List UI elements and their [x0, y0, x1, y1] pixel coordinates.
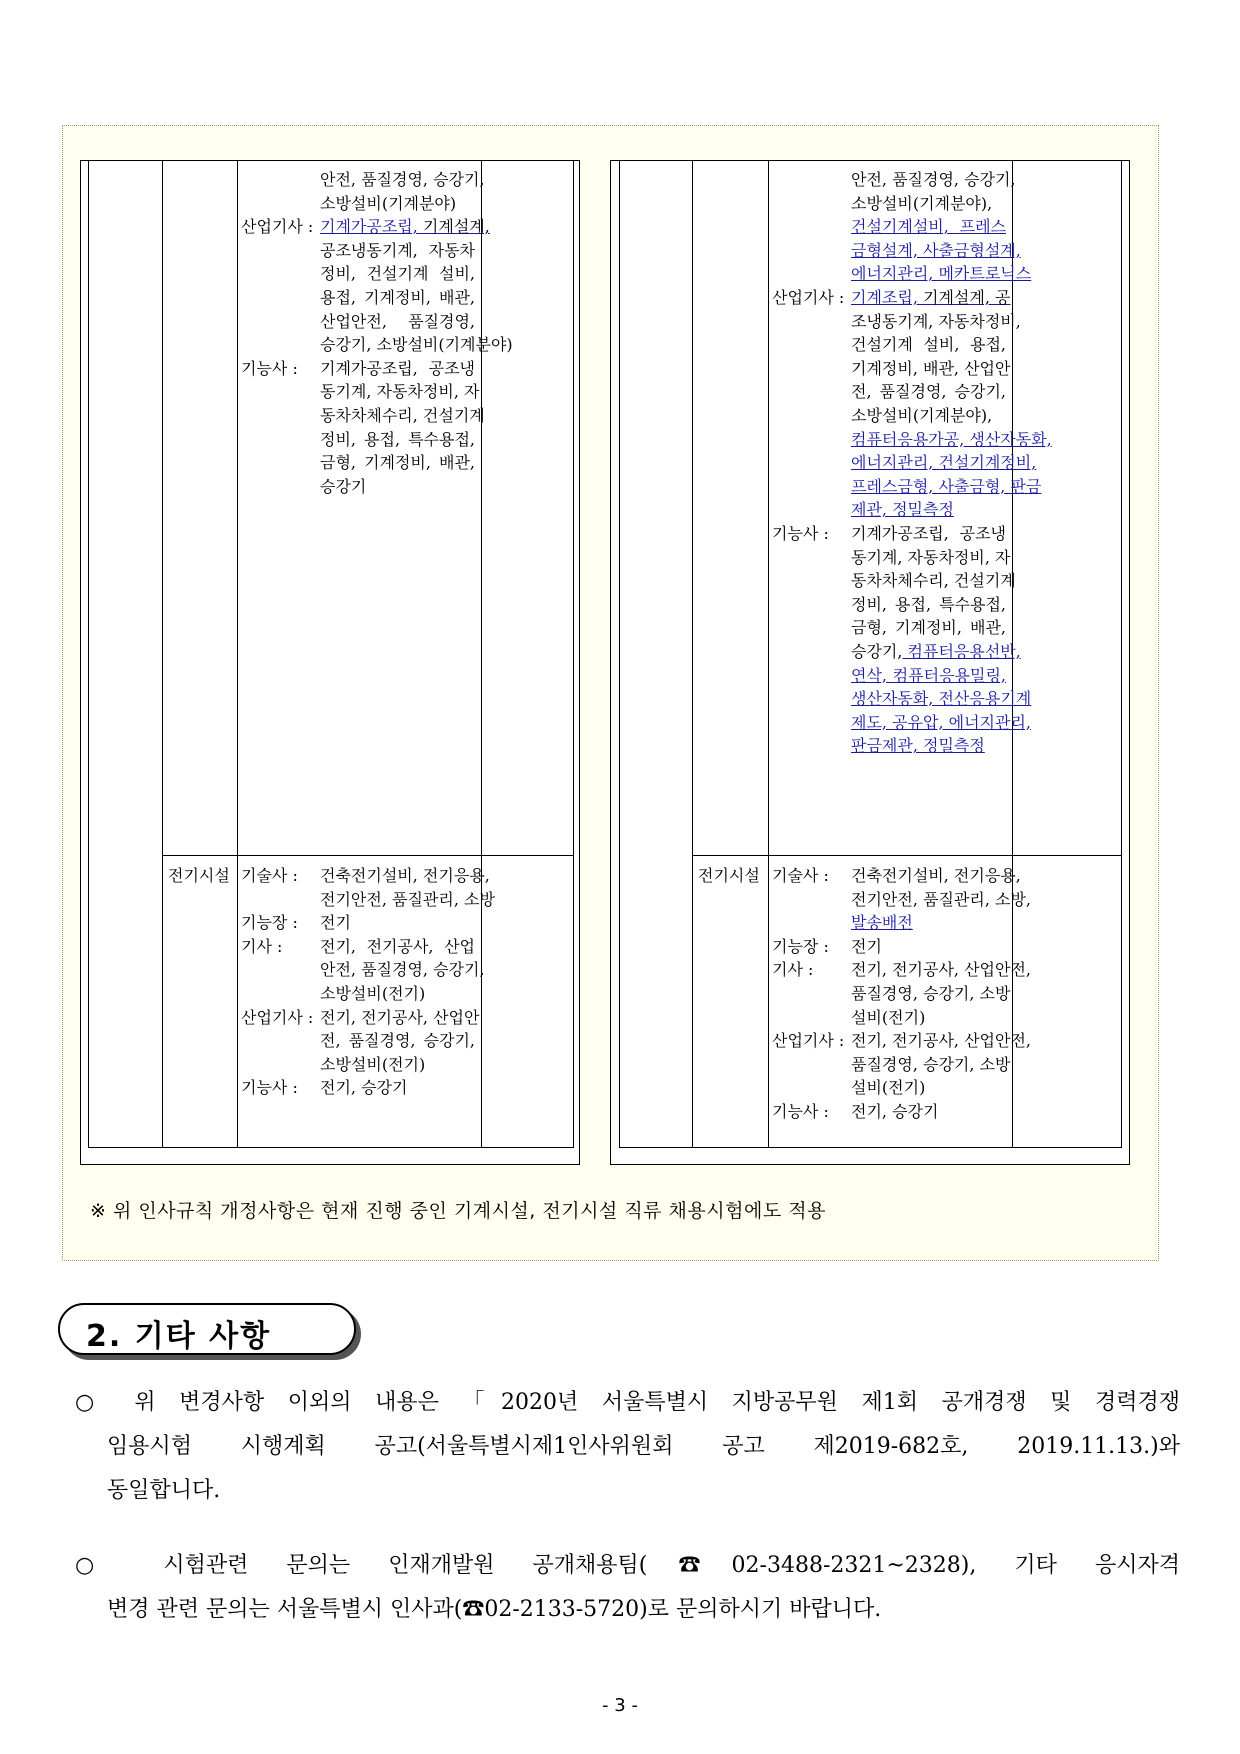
qualification-line [851, 192, 1006, 216]
line-text: 승강기, 소방설비(기계분야) [320, 335, 513, 355]
grid-line [88, 1147, 574, 1148]
qualification-line [851, 734, 1006, 758]
qualification-line [320, 428, 475, 452]
qualification-line [851, 1076, 1006, 1100]
qualification-label: 기능사 : [241, 358, 298, 378]
line-text: 정비, 용접, 특수용접, [851, 594, 1006, 614]
paragraph-line: ○ 시험관련 문의는 인재개발원 공개채용팀(☎02-3488-2321~2328), 기타 응시자격 [75, 1553, 1180, 1578]
qualification-label: 산업기사 : [241, 217, 314, 237]
line-text: 전기, 전기공사, 산업안 [320, 1007, 480, 1027]
qualification-label: 기술사 : [241, 866, 298, 885]
amended-text: 연삭, 컴퓨터응용밀링, [851, 665, 1006, 685]
amended-text: 기계가공조립, [320, 217, 418, 237]
line-suffix: 기계설계, [417, 217, 490, 237]
line-text: 건축전기설비, 전기응용, [851, 866, 1021, 885]
qualification-line [851, 935, 1006, 959]
qualification-line [320, 864, 490, 888]
qualification-line [320, 168, 485, 192]
category-label: 전기시설 [698, 866, 760, 885]
qualification-line [851, 475, 1042, 499]
line-text: 전기, 전기공사, 산업안전, [851, 1031, 1031, 1051]
amended-text: 금형설계, 사출금형설계, [851, 240, 1021, 260]
qualification-line [320, 475, 475, 499]
line-text: 전기, 승강기 [320, 1078, 408, 1098]
amended-text: 프레스금형, 사출금형, 판금 [851, 476, 1042, 496]
qualification-line [851, 640, 1021, 664]
line-text: 품질경영, 승강기, 소방 [851, 1054, 1011, 1074]
line-text: 전기, 전기공사, 산업안전, [851, 960, 1031, 980]
qualification-label: 기술사 : [772, 866, 829, 885]
qualification-line [851, 215, 1006, 239]
grid-line [1121, 160, 1122, 1148]
amended-text: 발송배전 [851, 913, 913, 933]
line-text: 소방설비(기계분야), [851, 406, 993, 425]
qualification-label: 산업기사 : [241, 1007, 314, 1027]
qualification-line [851, 522, 1006, 546]
qualification-line [851, 451, 1037, 475]
line-text: 전기, 전기공사, 산업 [320, 936, 475, 956]
line-text: 건설기계 설비, 용접, [851, 335, 1006, 355]
qualification-line [320, 911, 475, 935]
qualification-line [851, 911, 1006, 935]
paragraph-line: ○ 위 변경사항 이외의 내용은 「2020년 서울특별시 지방공무원 제1회 공개경쟁 및 경력경쟁 [75, 1390, 1180, 1415]
line-text: 설비(전기) [851, 1078, 926, 1098]
qualification-line [851, 1053, 1011, 1077]
qualification-line [320, 935, 475, 959]
line-text: 금형, 기계정비, 배관, [851, 618, 1006, 638]
line-text: 승강기 [320, 476, 367, 496]
line-text: 소방설비(기계분야) [320, 193, 457, 213]
qualification-line [320, 1076, 475, 1100]
qualification-line [851, 168, 1016, 192]
line-text: 금형, 기계정비, 배관, [320, 453, 475, 473]
paragraph-line: 임용시험 시행계획 공고(서울특별시제1인사위원회 공고 제2019-682호, 2019.11.13.)와 [107, 1434, 1180, 1459]
amended-text: 제도, 공유압, 에너지관리, [851, 712, 1031, 732]
amendment-note: ※ 위 인사규칙 개정사항은 현재 진행 중인 기계시설, 전기시설 직류 채용시험에도 적용 [90, 1200, 826, 1222]
qualification-label: 기능사 : [772, 524, 829, 543]
qualification-line [851, 1006, 1006, 1030]
section-heading [58, 1303, 356, 1355]
qualification-line [320, 192, 475, 216]
qualification-line [320, 404, 485, 428]
grid-line [237, 160, 238, 1148]
category-label: 전기시설 [168, 866, 230, 885]
qualification-label: 기사 : [772, 960, 814, 980]
paragraph-line: 변경 관련 문의는 서울특별시 인사과(☎02-2133-5720)로 문의하시기 바랍니다. [107, 1597, 882, 1622]
line-text: 용접, 기계정비, 배관, [320, 288, 475, 307]
qualification-line [851, 1029, 1031, 1053]
qualification-line [320, 982, 475, 1006]
qualification-line [320, 1006, 480, 1030]
qualification-line [851, 380, 1006, 404]
line-text: 정비, 건설기계 설비, [320, 264, 475, 284]
amended-text: 컴퓨터응용가공, 생산자동화, [851, 429, 1052, 449]
grid-line [692, 855, 1122, 856]
qualification-line [320, 357, 475, 381]
amended-text: 생산자동화, 전산응용기계 [851, 689, 1032, 709]
qualification-label: 산업기사 : [772, 1031, 845, 1051]
amended-text: 판금제관, 정밀측정 [851, 736, 985, 756]
line-text: 안전, 품질경영, 승강기, [320, 170, 485, 189]
line-text: 설비(전기) [851, 1007, 926, 1027]
grid-line [162, 855, 574, 856]
qualification-line [320, 286, 475, 310]
qualification-line [320, 215, 490, 239]
qualification-label: 기능사 : [772, 1102, 829, 1121]
grid-line [692, 160, 693, 1148]
qualification-line [851, 616, 1006, 640]
line-text: 산업안전, 품질경영, [320, 311, 475, 331]
qualification-line [851, 333, 1006, 357]
qualification-line [320, 310, 475, 334]
line-text: 전기, 승강기 [851, 1102, 939, 1121]
grid-line [768, 160, 769, 1148]
qualification-line [851, 569, 1016, 593]
amended-text: 에너지관리, 건설기계정비, [851, 453, 1037, 473]
grid-line [481, 160, 482, 1148]
line-text: 조냉동기계, 자동차정비, [851, 311, 1021, 331]
line-text: 전기안전, 품질관리, 소방, [851, 889, 1031, 909]
qualification-label: 기능장 : [241, 913, 298, 933]
line-text: 전기 [851, 936, 882, 956]
qualification-line [851, 428, 1052, 452]
line-text: 기계가공조립, 공조냉 [320, 358, 475, 378]
line-text: 공조냉동기계, 자동차 [320, 240, 475, 260]
qualification-line [851, 239, 1021, 263]
grid-line [162, 160, 163, 1148]
line-text: 동차차체수리, 건설기계 [851, 571, 1016, 591]
qualification-line [851, 310, 1021, 334]
qualification-label: 기능장 : [772, 936, 829, 956]
qualification-label: 기사 : [241, 936, 283, 956]
line-text: 소방설비(전기) [320, 1054, 426, 1074]
paragraph-line: 동일합니다. [107, 1478, 221, 1503]
line-text: 안전, 품질경영, 승강기, [851, 170, 1016, 189]
qualification-line [851, 864, 1021, 888]
qualification-line [851, 546, 1011, 570]
qualification-line [851, 687, 1032, 711]
line-text: 전, 품질경영, 승강기, [851, 382, 1006, 402]
line-text: 기계정비, 배관, 산업안 [851, 358, 1011, 378]
qualification-line [320, 380, 480, 404]
qualification-line [320, 1053, 475, 1077]
amended-text: 기계조립, [851, 288, 918, 307]
grid-line [88, 160, 89, 1148]
line-text: 소방설비(전기) [320, 984, 426, 1003]
qualification-line [320, 333, 513, 357]
qualification-line [851, 286, 1011, 310]
page-number: - 3 - [602, 1695, 638, 1716]
amended-text: 에너지관리, 메카트로닉스 [851, 264, 1032, 284]
qualification-line [320, 1029, 475, 1053]
qualification-line [851, 498, 1006, 522]
amended-text: 건설기계설비, 프레스 [851, 217, 1006, 237]
qualification-line [851, 711, 1031, 735]
line-text: 동기계, 자동차정비, 자 [851, 547, 1011, 567]
qualification-line [851, 888, 1031, 912]
qualification-line [851, 664, 1006, 688]
line-text: 승강기, [851, 642, 903, 661]
grid-line [619, 160, 620, 1148]
qualification-line [320, 262, 475, 286]
line-text: 정비, 용접, 특수용접, [320, 429, 475, 449]
line-text: 전, 품질경영, 승강기, [320, 1031, 475, 1051]
qualification-label: 기능사 : [241, 1078, 298, 1098]
line-text: 안전, 품질경영, 승강기, [320, 960, 485, 980]
qualification-line [851, 262, 1032, 286]
section-title: 2. 기타 사항 [86, 1319, 272, 1354]
amended-text: 컴퓨터응용선반, [902, 642, 1021, 661]
qualification-label: 산업기사 : [772, 288, 845, 307]
line-text: 동차차체수리, 건설기계 [320, 406, 485, 425]
amended-text: 제관, 정밀측정 [851, 500, 954, 520]
qualification-line [320, 888, 495, 912]
line-text: 동기계, 자동차정비, 자 [320, 382, 480, 402]
qualification-line [851, 958, 1031, 982]
qualification-line [320, 451, 475, 475]
qualification-line [851, 404, 1006, 428]
line-text: 건축전기설비, 전기응용, [320, 866, 490, 885]
qualification-line [851, 982, 1011, 1006]
grid-line [573, 160, 574, 1148]
qualification-line [851, 357, 1011, 381]
qualification-line [851, 593, 1006, 617]
qualification-line [320, 239, 475, 263]
qualification-line [851, 1100, 1006, 1124]
line-text: 품질경영, 승강기, 소방 [851, 984, 1011, 1003]
line-text: 기계가공조립, 공조냉 [851, 524, 1006, 543]
line-suffix: 기계설계, 공 [917, 288, 1011, 307]
grid-line [619, 1147, 1122, 1148]
line-text: 소방설비(기계분야), [851, 193, 993, 213]
line-text: 전기안전, 품질관리, 소방 [320, 889, 495, 909]
qualification-line [320, 958, 485, 982]
line-text: 전기 [320, 913, 351, 933]
